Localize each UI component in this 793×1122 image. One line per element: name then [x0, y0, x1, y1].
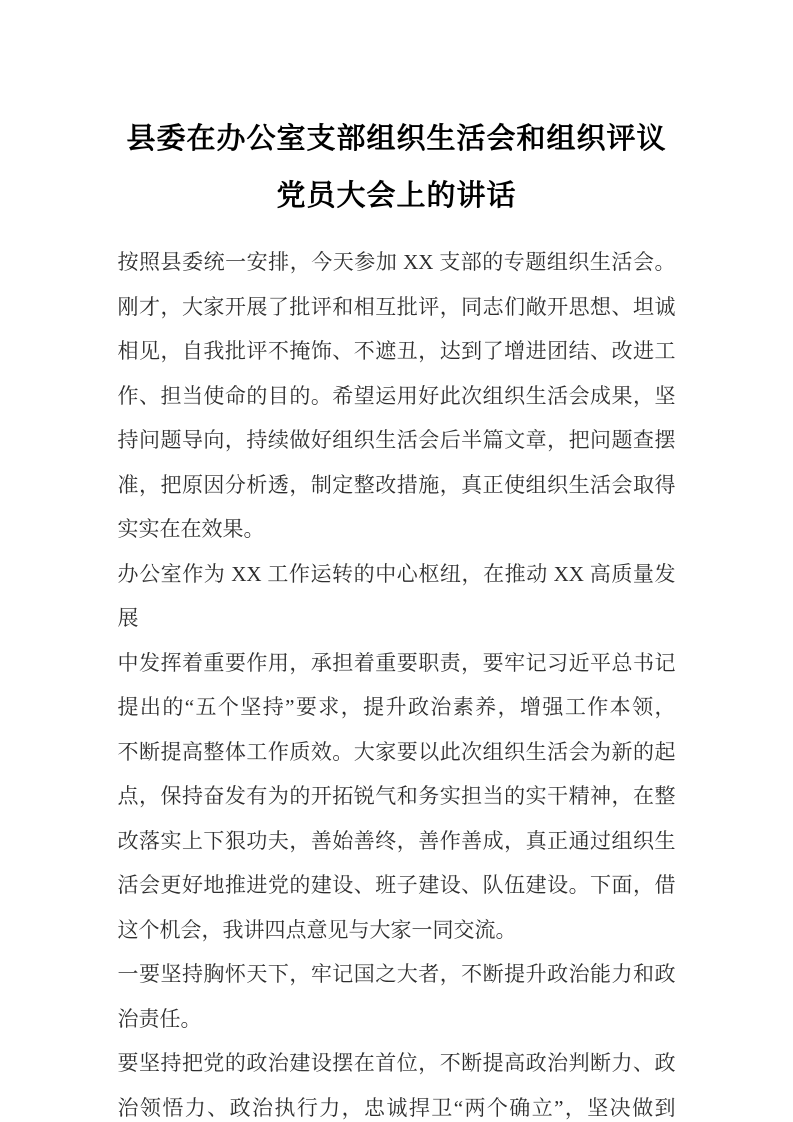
body-line: 点，保持奋发有为的开拓锐气和务实担当的实干精神，在整 [117, 784, 676, 808]
body-line: 不断提高整体工作质效。大家要以此次组织生活会为新的起 [117, 739, 676, 764]
body-line: 作、担当使命的目的。希望运用好此次组织生活会成果，坚 [117, 383, 676, 408]
body-line: 一要坚持胸怀天下，牢记国之大者，不断提升政治能力和政 [117, 962, 676, 986]
body-line: 相见，自我批评不掩饰、不遮丑，达到了增进团结、改进工 [117, 339, 676, 363]
body-line: 改落实上下狠功夫，善始善终，善作善成，真正通过组织生 [117, 828, 676, 853]
body-line: 活会更好地推进党的建设、班子建设、队伍建设。下面，借 [117, 873, 676, 897]
body-line: 提出的“五个坚持”要求，提升政治素养，增强工作本领， [117, 695, 676, 719]
body-line: 持问题导向，持续做好组织生活会后半篇文章，把问题查摆 [117, 428, 676, 452]
body-line: 这个机会，我讲四点意见与大家一同交流。 [117, 917, 517, 942]
title-line-2: 党员大会上的讲话 [276, 180, 517, 212]
body-line: 办公室作为 XX 工作运转的中心枢纽，在推动 XX 高质量发展 [117, 561, 676, 630]
document-title [0, 111, 793, 225]
title-line-1: 县委在办公室支部组织生活会和组织评议 [126, 123, 667, 155]
body-line: 治领悟力、政治执行力，忠诚捍卫“两个确立”，坚决做到 [117, 1095, 676, 1120]
body-line: 中发挥着重要作用，承担着重要职责，要牢记习近平总书记 [117, 650, 676, 675]
body-line: 按照县委统一安排，今天参加 XX 支部的专题组织生活会。 [117, 250, 676, 274]
body-line: 治责任。 [117, 1006, 202, 1031]
body-line: 实实在在效果。 [117, 517, 265, 541]
body-line: 要坚持把党的政治建设摆在首位，不断提高政治判断力、政 [117, 1051, 676, 1075]
body-line: 准，把原因分析透，制定整改措施，真正使组织生活会取得 [117, 472, 676, 497]
body-line: 刚才，大家开展了批评和相互批评，同志们敞开思想、坦诚 [117, 294, 676, 319]
document-body [118, 240, 676, 1122]
